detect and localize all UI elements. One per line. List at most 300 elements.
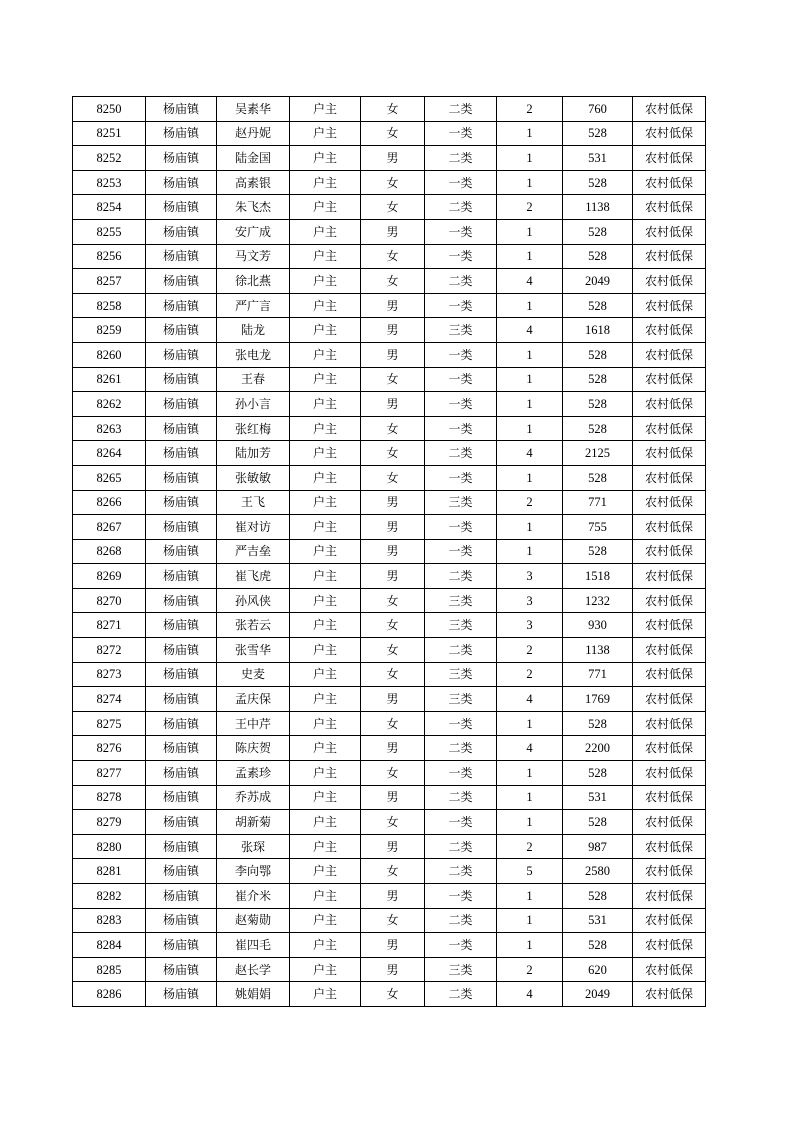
table-row: [73, 859, 706, 884]
relation-cell: 户主: [290, 957, 361, 982]
town-cell: 杨庙镇: [146, 884, 217, 909]
gender-cell: 女: [361, 416, 425, 441]
town-cell: 杨庙镇: [146, 318, 217, 343]
name-cell: 孙风侠: [217, 588, 290, 613]
assistance-type-cell: 农村低保: [633, 441, 706, 466]
category-cell: 二类: [425, 982, 497, 1007]
town-cell: 杨庙镇: [146, 392, 217, 417]
gender-cell: 女: [361, 711, 425, 736]
town-cell: 杨庙镇: [146, 564, 217, 589]
amount-cell: 528: [563, 465, 633, 490]
town-cell: 杨庙镇: [146, 293, 217, 318]
table-row: [73, 146, 706, 171]
name-cell: 崔四毛: [217, 933, 290, 958]
name-cell: 孟庆保: [217, 687, 290, 712]
name-cell: 徐北燕: [217, 269, 290, 294]
amount-cell: 528: [563, 121, 633, 146]
amount-cell: 771: [563, 662, 633, 687]
name-cell: 赵丹妮: [217, 121, 290, 146]
household-size-cell: 2: [497, 195, 563, 220]
table-row: [73, 662, 706, 687]
amount-cell: 528: [563, 244, 633, 269]
name-cell: 陆龙: [217, 318, 290, 343]
assistance-type-cell: 农村低保: [633, 392, 706, 417]
relation-cell: 户主: [290, 859, 361, 884]
amount-cell: 528: [563, 367, 633, 392]
table-row: [73, 269, 706, 294]
household-size-cell: 1: [497, 761, 563, 786]
table-row: [73, 244, 706, 269]
town-cell: 杨庙镇: [146, 761, 217, 786]
table-row: [73, 465, 706, 490]
table-row: [73, 318, 706, 343]
category-cell: 一类: [425, 539, 497, 564]
assistance-type-cell: 农村低保: [633, 515, 706, 540]
assistance-type-cell: 农村低保: [633, 416, 706, 441]
name-cell: 赵长学: [217, 957, 290, 982]
gender-cell: 女: [361, 613, 425, 638]
amount-cell: 528: [563, 170, 633, 195]
household-size-cell: 3: [497, 588, 563, 613]
serial-number-cell: 8256: [73, 244, 146, 269]
name-cell: 王飞: [217, 490, 290, 515]
roster-table: [72, 96, 706, 1007]
relation-cell: 户主: [290, 662, 361, 687]
table-row: [73, 441, 706, 466]
category-cell: 二类: [425, 736, 497, 761]
gender-cell: 女: [361, 982, 425, 1007]
table-row: [73, 515, 706, 540]
assistance-type-cell: 农村低保: [633, 687, 706, 712]
relation-cell: 户主: [290, 982, 361, 1007]
category-cell: 一类: [425, 810, 497, 835]
relation-cell: 户主: [290, 367, 361, 392]
gender-cell: 女: [361, 170, 425, 195]
assistance-type-cell: 农村低保: [633, 293, 706, 318]
town-cell: 杨庙镇: [146, 711, 217, 736]
town-cell: 杨庙镇: [146, 465, 217, 490]
amount-cell: 528: [563, 761, 633, 786]
assistance-type-cell: 农村低保: [633, 711, 706, 736]
relation-cell: 户主: [290, 564, 361, 589]
serial-number-cell: 8257: [73, 269, 146, 294]
amount-cell: 1232: [563, 588, 633, 613]
relation-cell: 户主: [290, 146, 361, 171]
household-size-cell: 1: [497, 342, 563, 367]
table-row: [73, 564, 706, 589]
gender-cell: 男: [361, 785, 425, 810]
household-size-cell: 2: [497, 97, 563, 122]
gender-cell: 女: [361, 810, 425, 835]
serial-number-cell: 8286: [73, 982, 146, 1007]
name-cell: 李向鄂: [217, 859, 290, 884]
household-size-cell: 1: [497, 884, 563, 909]
table-row: [73, 293, 706, 318]
category-cell: 一类: [425, 219, 497, 244]
gender-cell: 女: [361, 367, 425, 392]
category-cell: 二类: [425, 638, 497, 663]
table-row: [73, 97, 706, 122]
serial-number-cell: 8284: [73, 933, 146, 958]
gender-cell: 男: [361, 687, 425, 712]
category-cell: 二类: [425, 146, 497, 171]
amount-cell: 987: [563, 834, 633, 859]
category-cell: 一类: [425, 367, 497, 392]
household-size-cell: 4: [497, 736, 563, 761]
relation-cell: 户主: [290, 416, 361, 441]
amount-cell: 528: [563, 810, 633, 835]
amount-cell: 1769: [563, 687, 633, 712]
assistance-type-cell: 农村低保: [633, 121, 706, 146]
table-row: [73, 416, 706, 441]
town-cell: 杨庙镇: [146, 170, 217, 195]
amount-cell: 620: [563, 957, 633, 982]
household-size-cell: 1: [497, 908, 563, 933]
name-cell: 朱飞杰: [217, 195, 290, 220]
table-row: [73, 736, 706, 761]
town-cell: 杨庙镇: [146, 810, 217, 835]
relation-cell: 户主: [290, 588, 361, 613]
amount-cell: 755: [563, 515, 633, 540]
category-cell: 一类: [425, 392, 497, 417]
relation-cell: 户主: [290, 884, 361, 909]
town-cell: 杨庙镇: [146, 908, 217, 933]
table-row: [73, 613, 706, 638]
category-cell: 二类: [425, 908, 497, 933]
gender-cell: 男: [361, 834, 425, 859]
table-row: [73, 638, 706, 663]
household-size-cell: 4: [497, 269, 563, 294]
amount-cell: 2049: [563, 982, 633, 1007]
town-cell: 杨庙镇: [146, 785, 217, 810]
table-row: [73, 195, 706, 220]
serial-number-cell: 8282: [73, 884, 146, 909]
relation-cell: 户主: [290, 465, 361, 490]
relation-cell: 户主: [290, 121, 361, 146]
town-cell: 杨庙镇: [146, 834, 217, 859]
household-size-cell: 3: [497, 564, 563, 589]
category-cell: 二类: [425, 564, 497, 589]
category-cell: 三类: [425, 490, 497, 515]
category-cell: 三类: [425, 588, 497, 613]
serial-number-cell: 8264: [73, 441, 146, 466]
household-size-cell: 1: [497, 539, 563, 564]
amount-cell: 528: [563, 539, 633, 564]
gender-cell: 男: [361, 564, 425, 589]
gender-cell: 男: [361, 392, 425, 417]
gender-cell: 男: [361, 933, 425, 958]
relation-cell: 户主: [290, 490, 361, 515]
relation-cell: 户主: [290, 515, 361, 540]
amount-cell: 528: [563, 219, 633, 244]
serial-number-cell: 8260: [73, 342, 146, 367]
category-cell: 一类: [425, 761, 497, 786]
name-cell: 张雪华: [217, 638, 290, 663]
household-size-cell: 2: [497, 638, 563, 663]
relation-cell: 户主: [290, 318, 361, 343]
assistance-type-cell: 农村低保: [633, 170, 706, 195]
name-cell: 崔介米: [217, 884, 290, 909]
table-row: [73, 884, 706, 909]
relation-cell: 户主: [290, 342, 361, 367]
table-row: [73, 711, 706, 736]
table-row: [73, 490, 706, 515]
assistance-type-cell: 农村低保: [633, 244, 706, 269]
household-size-cell: 1: [497, 465, 563, 490]
household-size-cell: 4: [497, 982, 563, 1007]
amount-cell: 531: [563, 785, 633, 810]
roster-body: [73, 97, 706, 1007]
household-size-cell: 1: [497, 146, 563, 171]
name-cell: 赵菊勋: [217, 908, 290, 933]
serial-number-cell: 8270: [73, 588, 146, 613]
category-cell: 一类: [425, 465, 497, 490]
serial-number-cell: 8262: [73, 392, 146, 417]
town-cell: 杨庙镇: [146, 219, 217, 244]
gender-cell: 男: [361, 219, 425, 244]
amount-cell: 2125: [563, 441, 633, 466]
table-row: [73, 933, 706, 958]
relation-cell: 户主: [290, 785, 361, 810]
serial-number-cell: 8263: [73, 416, 146, 441]
name-cell: 高素银: [217, 170, 290, 195]
category-cell: 二类: [425, 834, 497, 859]
category-cell: 三类: [425, 957, 497, 982]
town-cell: 杨庙镇: [146, 638, 217, 663]
category-cell: 一类: [425, 884, 497, 909]
gender-cell: 女: [361, 121, 425, 146]
category-cell: 二类: [425, 441, 497, 466]
relation-cell: 户主: [290, 269, 361, 294]
serial-number-cell: 8266: [73, 490, 146, 515]
table-row: [73, 342, 706, 367]
table-row: [73, 588, 706, 613]
relation-cell: 户主: [290, 736, 361, 761]
town-cell: 杨庙镇: [146, 957, 217, 982]
household-size-cell: 1: [497, 121, 563, 146]
amount-cell: 528: [563, 416, 633, 441]
town-cell: 杨庙镇: [146, 588, 217, 613]
gender-cell: 男: [361, 515, 425, 540]
assistance-type-cell: 农村低保: [633, 318, 706, 343]
serial-number-cell: 8285: [73, 957, 146, 982]
relation-cell: 户主: [290, 244, 361, 269]
category-cell: 一类: [425, 293, 497, 318]
name-cell: 张敏敏: [217, 465, 290, 490]
gender-cell: 男: [361, 490, 425, 515]
gender-cell: 女: [361, 97, 425, 122]
gender-cell: 女: [361, 761, 425, 786]
serial-number-cell: 8251: [73, 121, 146, 146]
town-cell: 杨庙镇: [146, 736, 217, 761]
serial-number-cell: 8254: [73, 195, 146, 220]
relation-cell: 户主: [290, 293, 361, 318]
town-cell: 杨庙镇: [146, 515, 217, 540]
town-cell: 杨庙镇: [146, 982, 217, 1007]
category-cell: 一类: [425, 170, 497, 195]
category-cell: 一类: [425, 121, 497, 146]
gender-cell: 女: [361, 859, 425, 884]
category-cell: 二类: [425, 97, 497, 122]
amount-cell: 1618: [563, 318, 633, 343]
table-row: [73, 834, 706, 859]
category-cell: 二类: [425, 269, 497, 294]
serial-number-cell: 8271: [73, 613, 146, 638]
name-cell: 乔苏成: [217, 785, 290, 810]
name-cell: 姚娟娟: [217, 982, 290, 1007]
household-size-cell: 3: [497, 613, 563, 638]
table-row: [73, 539, 706, 564]
amount-cell: 528: [563, 342, 633, 367]
name-cell: 王中芹: [217, 711, 290, 736]
gender-cell: 女: [361, 908, 425, 933]
serial-number-cell: 8279: [73, 810, 146, 835]
name-cell: 陆加芳: [217, 441, 290, 466]
relation-cell: 户主: [290, 834, 361, 859]
assistance-type-cell: 农村低保: [633, 539, 706, 564]
serial-number-cell: 8268: [73, 539, 146, 564]
household-size-cell: 2: [497, 957, 563, 982]
category-cell: 一类: [425, 515, 497, 540]
household-size-cell: 1: [497, 392, 563, 417]
table-row: [73, 957, 706, 982]
household-size-cell: 1: [497, 515, 563, 540]
relation-cell: 户主: [290, 97, 361, 122]
town-cell: 杨庙镇: [146, 342, 217, 367]
town-cell: 杨庙镇: [146, 613, 217, 638]
town-cell: 杨庙镇: [146, 195, 217, 220]
gender-cell: 女: [361, 465, 425, 490]
table-row: [73, 761, 706, 786]
gender-cell: 男: [361, 146, 425, 171]
amount-cell: 771: [563, 490, 633, 515]
category-cell: 二类: [425, 859, 497, 884]
table-row: [73, 121, 706, 146]
serial-number-cell: 8261: [73, 367, 146, 392]
town-cell: 杨庙镇: [146, 244, 217, 269]
gender-cell: 男: [361, 293, 425, 318]
relation-cell: 户主: [290, 441, 361, 466]
assistance-type-cell: 农村低保: [633, 933, 706, 958]
category-cell: 三类: [425, 613, 497, 638]
household-size-cell: 1: [497, 293, 563, 318]
name-cell: 王春: [217, 367, 290, 392]
gender-cell: 男: [361, 342, 425, 367]
serial-number-cell: 8255: [73, 219, 146, 244]
household-size-cell: 1: [497, 244, 563, 269]
household-size-cell: 2: [497, 662, 563, 687]
serial-number-cell: 8253: [73, 170, 146, 195]
serial-number-cell: 8265: [73, 465, 146, 490]
name-cell: 张红梅: [217, 416, 290, 441]
gender-cell: 女: [361, 588, 425, 613]
town-cell: 杨庙镇: [146, 859, 217, 884]
household-size-cell: 4: [497, 318, 563, 343]
assistance-type-cell: 农村低保: [633, 908, 706, 933]
relation-cell: 户主: [290, 195, 361, 220]
household-size-cell: 1: [497, 810, 563, 835]
amount-cell: 760: [563, 97, 633, 122]
name-cell: 陆金国: [217, 146, 290, 171]
gender-cell: 男: [361, 884, 425, 909]
household-size-cell: 2: [497, 834, 563, 859]
household-size-cell: 1: [497, 711, 563, 736]
serial-number-cell: 8267: [73, 515, 146, 540]
assistance-type-cell: 农村低保: [633, 564, 706, 589]
serial-number-cell: 8275: [73, 711, 146, 736]
assistance-type-cell: 农村低保: [633, 465, 706, 490]
assistance-type-cell: 农村低保: [633, 97, 706, 122]
town-cell: 杨庙镇: [146, 416, 217, 441]
category-cell: 三类: [425, 318, 497, 343]
amount-cell: 2580: [563, 859, 633, 884]
town-cell: 杨庙镇: [146, 97, 217, 122]
assistance-type-cell: 农村低保: [633, 662, 706, 687]
town-cell: 杨庙镇: [146, 441, 217, 466]
relation-cell: 户主: [290, 539, 361, 564]
name-cell: 崔飞虎: [217, 564, 290, 589]
amount-cell: 531: [563, 146, 633, 171]
gender-cell: 女: [361, 244, 425, 269]
assistance-type-cell: 农村低保: [633, 195, 706, 220]
household-size-cell: 1: [497, 367, 563, 392]
serial-number-cell: 8278: [73, 785, 146, 810]
relation-cell: 户主: [290, 810, 361, 835]
serial-number-cell: 8259: [73, 318, 146, 343]
town-cell: 杨庙镇: [146, 539, 217, 564]
name-cell: 张若云: [217, 613, 290, 638]
amount-cell: 528: [563, 933, 633, 958]
name-cell: 史麦: [217, 662, 290, 687]
category-cell: 一类: [425, 342, 497, 367]
amount-cell: 528: [563, 711, 633, 736]
household-size-cell: 4: [497, 687, 563, 712]
serial-number-cell: 8281: [73, 859, 146, 884]
gender-cell: 女: [361, 638, 425, 663]
serial-number-cell: 8277: [73, 761, 146, 786]
relation-cell: 户主: [290, 761, 361, 786]
name-cell: 张琛: [217, 834, 290, 859]
gender-cell: 女: [361, 441, 425, 466]
serial-number-cell: 8280: [73, 834, 146, 859]
name-cell: 马文芳: [217, 244, 290, 269]
relation-cell: 户主: [290, 638, 361, 663]
amount-cell: 930: [563, 613, 633, 638]
assistance-type-cell: 农村低保: [633, 810, 706, 835]
serial-number-cell: 8276: [73, 736, 146, 761]
gender-cell: 女: [361, 662, 425, 687]
gender-cell: 女: [361, 195, 425, 220]
town-cell: 杨庙镇: [146, 121, 217, 146]
category-cell: 二类: [425, 195, 497, 220]
household-size-cell: 1: [497, 219, 563, 244]
table-row: [73, 392, 706, 417]
table-row: [73, 170, 706, 195]
name-cell: 安广成: [217, 219, 290, 244]
relation-cell: 户主: [290, 392, 361, 417]
relation-cell: 户主: [290, 613, 361, 638]
assistance-type-cell: 农村低保: [633, 761, 706, 786]
assistance-type-cell: 农村低保: [633, 736, 706, 761]
table-row: [73, 982, 706, 1007]
town-cell: 杨庙镇: [146, 687, 217, 712]
assistance-type-cell: 农村低保: [633, 269, 706, 294]
category-cell: 三类: [425, 662, 497, 687]
household-size-cell: 1: [497, 416, 563, 441]
amount-cell: 1138: [563, 638, 633, 663]
relation-cell: 户主: [290, 933, 361, 958]
serial-number-cell: 8273: [73, 662, 146, 687]
